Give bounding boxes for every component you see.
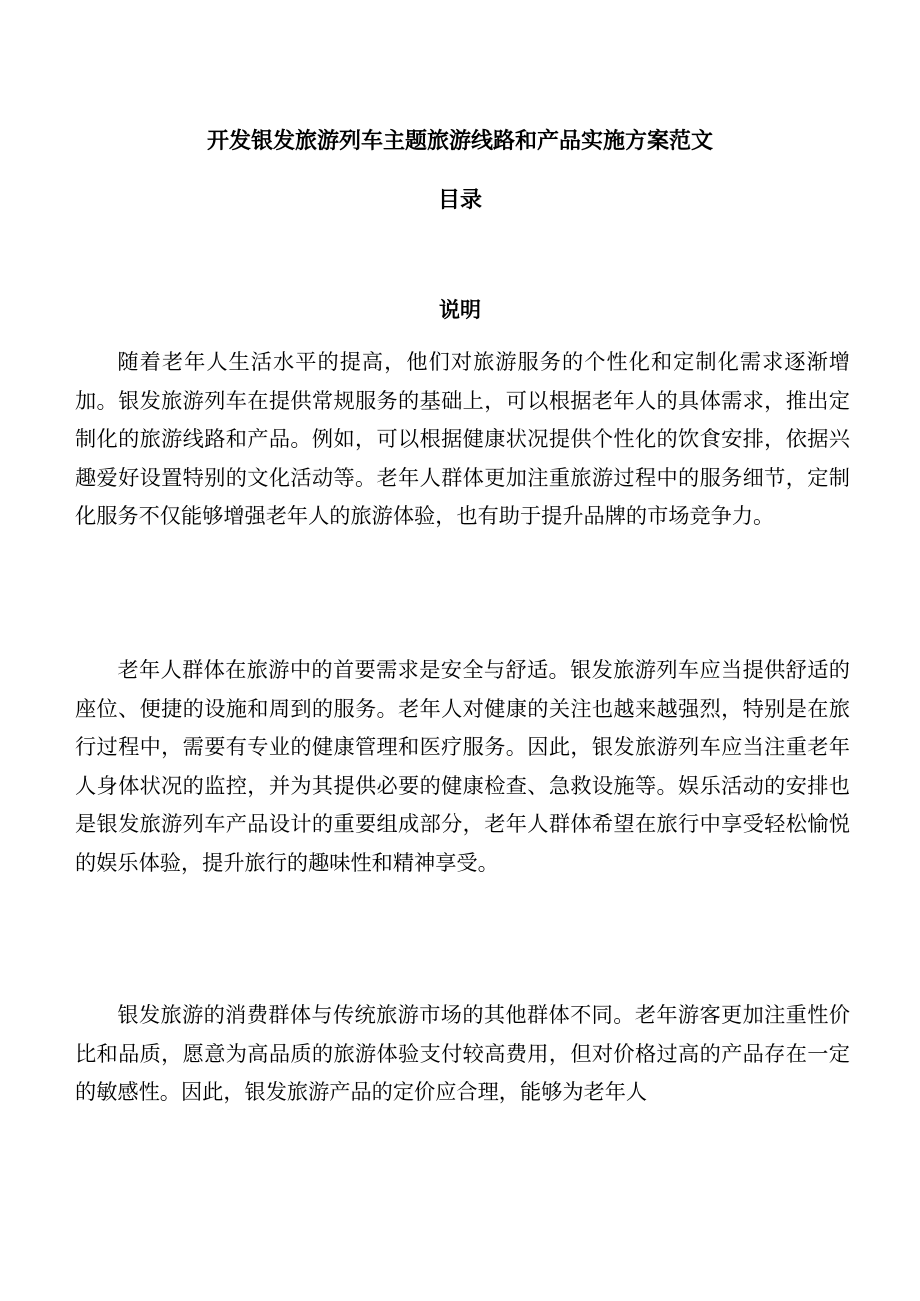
section-heading: 说明 (439, 297, 481, 322)
body-paragraph-3: 银发旅游的消费群体与传统旅游市场的其他群体不同。老年游客更加注重性价比和品质，愿意为高品质的旅游体验支付较高费用，但对价格过高的产品存在一定的敏感性。因此，银发旅游产品的定价应合理，能够为老年人 (75, 1002, 850, 1104)
toc-heading: 目录 (437, 187, 482, 213)
body-paragraph-2: 老年人群体在旅游中的首要需求是安全与舒适。银发旅游列车应当提供舒适的座位、便捷的设施和周到的服务。老年人对健康的关注也越来越强烈，特别是在旅行过程中，需要有专业的健康管理和医疗服务。因此，银发旅游列车应当注重老年人身体状况的监控，并为其提供必要的健康检查、急救设施等。娱乐活动的安排也是银发旅游列车产品设计的重要组成部分，老年人群体希望在旅行中享受轻松愉悦的娱乐体验，提升旅行的趣味性和精神享受。 (75, 657, 850, 875)
body-paragraph-1: 随着老年人生活水平的提高，他们对旅游服务的个性化和定制化需求逐渐增加。银发旅游列车在提供常规服务的基础上，可以根据老年人的具体需求，推出定制化的旅游线路和产品。例如，可以根据健康状况提供个性化的饮食安排，依据兴趣爱好设置特别的文化活动等。老年人群体更加注重旅游过程中的服务细节，定制化服务不仅能够增强老年人的旅游体验，也有助于提升品牌的市场竞争力。 (75, 349, 850, 528)
document-title: 开发银发旅游列车主题旅游线路和产品实施方案范文 (206, 128, 713, 154)
